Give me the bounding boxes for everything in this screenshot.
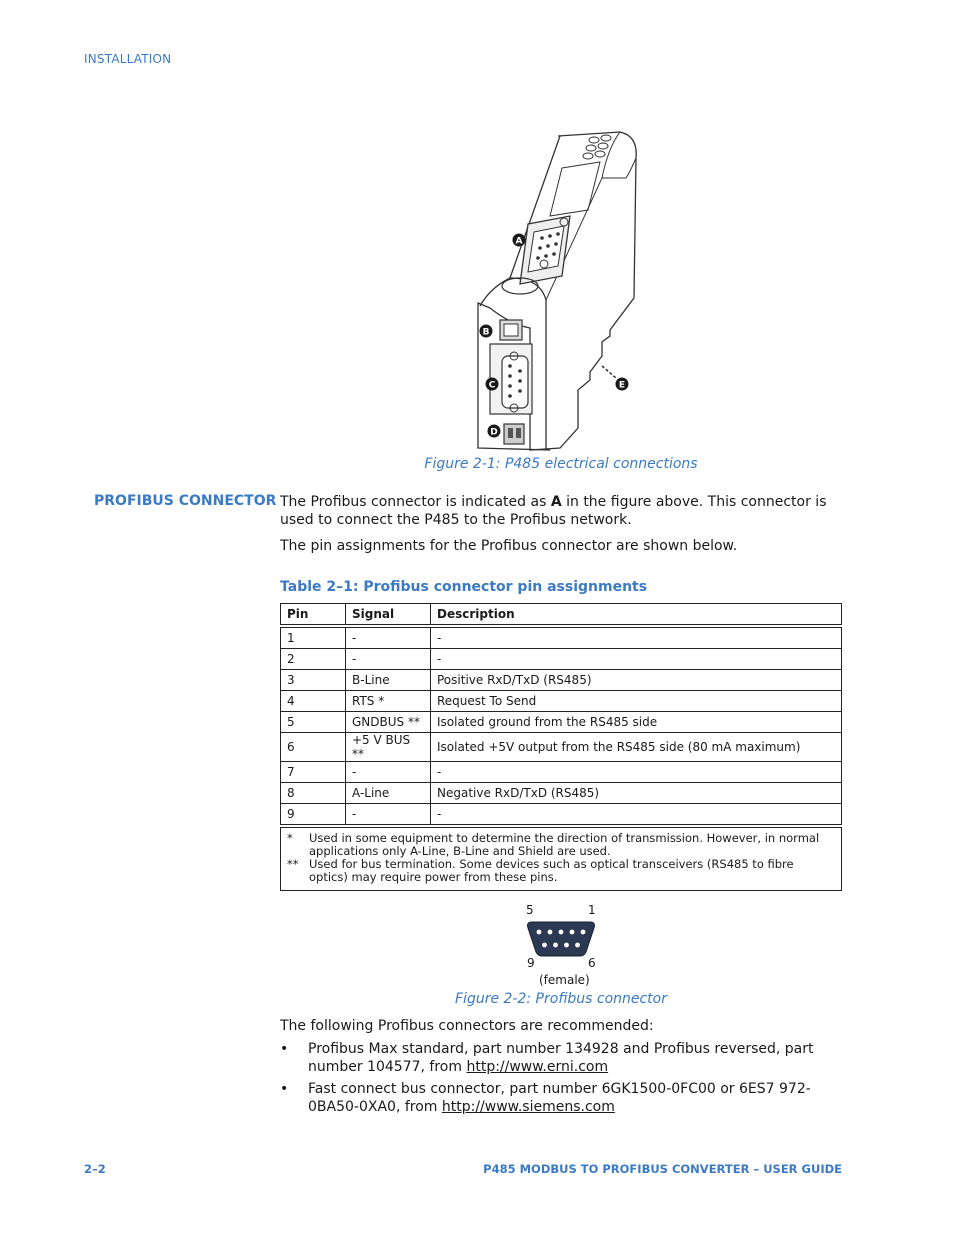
erni-link[interactable]: http://www.erni.com [466,1059,609,1075]
siemens-link[interactable]: http://www.siemens.com [441,1099,615,1115]
table-row [281,626,842,649]
cell-description: - [431,762,842,783]
cell-pin: 1 [281,626,346,649]
para1-pre: The Profibus connector is indicated as [280,494,551,510]
db9-female-connector-icon [526,920,596,958]
pin-label-5: 5 [526,903,534,917]
cell-description: Isolated ground from the RS485 side [431,712,842,733]
callout-e-label: E [618,380,626,391]
pin-label-6: 6 [588,956,596,970]
col-header-pin: Pin [281,604,346,627]
figure1-caption: Figure 2-1: P485 electrical connections [424,456,698,472]
bullet: • [280,1081,289,1097]
para1-post: in the figure above. This connector is used to connect the P485 to the Profibus network. [280,494,827,528]
page-number: 2–2 [84,1162,106,1176]
callout-a [512,232,526,251]
cell-signal: B-Line [346,670,431,691]
table-row [281,649,842,670]
pin-label-1: 1 [588,903,596,917]
table-row [281,804,842,827]
table-row [281,783,842,804]
p485-device-illustration [470,128,650,458]
running-footer-title: P485 MODBUS TO PROFIBUS CONVERTER – USER GUIDE [483,1162,842,1176]
list-item-text: Fast connect bus connector, part number 6GK1500-0FC00 or 6ES7 972-0BA50-0XA0, from [308,1081,811,1115]
recommended-intro: The following Profibus connectors are recommended: [280,1018,654,1034]
section-paragraph-1 [280,493,845,529]
table-notes [281,826,842,891]
cell-description: Isolated +5V output from the RS485 side (80 mA maximum) [431,733,842,762]
table-notes-row [281,826,842,891]
table-row [281,762,842,783]
cell-description: - [431,626,842,649]
cell-signal: - [346,762,431,783]
cell-signal: +5 V BUS ** [346,733,431,762]
list-item [280,1040,845,1076]
note-marker: ** [287,857,299,871]
figure2-caption: Figure 2-2: Profibus connector [455,991,667,1007]
callout-b-label: B [482,327,490,338]
cell-pin: 6 [281,733,346,762]
table-row [281,712,842,733]
cell-signal: GNDBUS ** [346,712,431,733]
para1-bold: A [550,494,562,510]
cell-signal: - [346,626,431,649]
table-row [281,691,842,712]
table-row [281,670,842,691]
table-note [287,832,835,858]
cell-pin: 2 [281,649,346,670]
callout-d [487,423,501,442]
note-marker: * [287,831,293,845]
bullet: • [280,1041,289,1057]
cell-signal: - [346,804,431,827]
cell-description: Positive RxD/TxD (RS485) [431,670,842,691]
cell-description: - [431,804,842,827]
section-heading: PROFIBUS CONNECTOR [94,493,277,509]
callout-c [485,376,499,395]
table-note [287,858,835,884]
pin-assignment-table [280,603,842,891]
table-title: Table 2–1: Profibus connector pin assignments [280,579,648,595]
cell-description: Negative RxD/TxD (RS485) [431,783,842,804]
callout-e [615,376,629,395]
pin-label-9: 9 [527,956,535,970]
cell-signal: A-Line [346,783,431,804]
col-header-description: Description [431,604,842,627]
cell-signal: RTS * [346,691,431,712]
section-paragraph-2: The pin assignments for the Profibus connector are shown below. [280,538,738,554]
cell-pin: 9 [281,804,346,827]
callout-b [479,323,493,342]
note-text: Used for bus termination. Some devices such as optical transceivers (RS485 to fibre optics) may require power from these pins. [309,857,794,884]
cell-pin: 5 [281,712,346,733]
table-row [281,733,842,762]
callout-a-label: A [515,236,523,247]
recommended-list [280,1040,845,1120]
callout-c-label: C [488,380,496,391]
note-text: Used in some equipment to determine the direction of transmission. However, in normal applications only A-Line, B-Line and Shield are used. [309,831,820,858]
callout-d-label: D [490,427,498,438]
col-header-signal: Signal [346,604,431,627]
cell-signal: - [346,649,431,670]
cell-description: - [431,649,842,670]
cell-pin: 7 [281,762,346,783]
list-item [280,1080,845,1116]
cell-pin: 4 [281,691,346,712]
running-header: INSTALLATION [84,52,172,66]
cell-pin: 3 [281,670,346,691]
cell-pin: 8 [281,783,346,804]
list-item-text: Profibus Max standard, part number 134928 and Profibus reversed, part number 104577, from [308,1041,814,1075]
table-header-row [281,604,842,627]
cell-description: Request To Send [431,691,842,712]
female-label: (female) [539,973,590,987]
